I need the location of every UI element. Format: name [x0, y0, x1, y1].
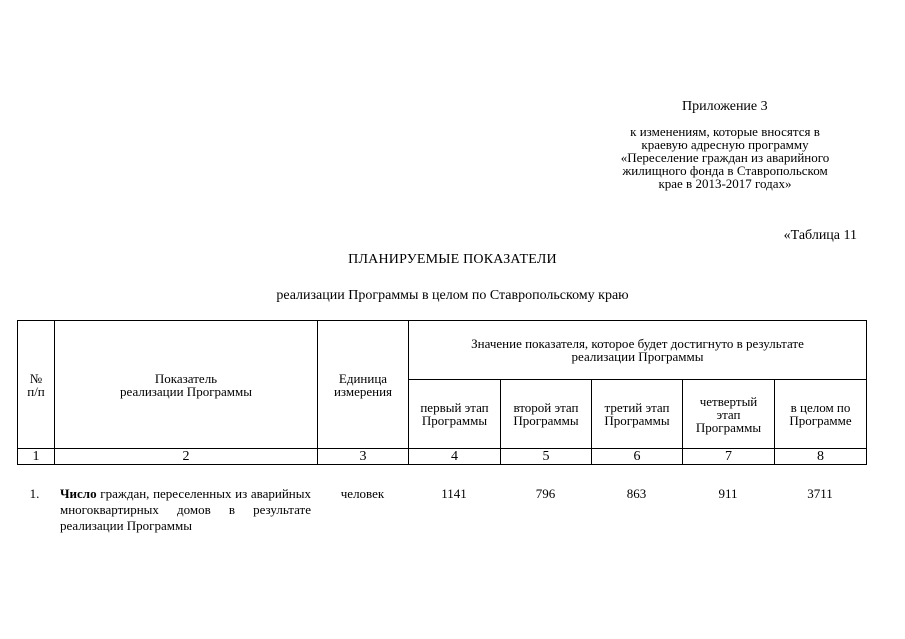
header-cell-stage-2: второй этап Программы	[501, 380, 592, 449]
appendix-note-line: краевую адресную программу	[641, 137, 809, 152]
column-number-cell: 5	[501, 449, 592, 465]
row-value-stage-4: 911	[718, 486, 738, 501]
header-cell-stage-4: четвертый этап Программы	[683, 380, 775, 449]
row-value-total: 3711	[807, 486, 833, 501]
column-number-cell: 8	[775, 449, 867, 465]
header-cell-value-group: Значение показателя, которое будет достигнуто в результате реализации Программы	[409, 321, 867, 380]
column-number-cell: 2	[55, 449, 318, 465]
appendix-note-line: жилищного фонда в Ставропольском	[622, 163, 828, 178]
column-number-cell: 4	[409, 449, 501, 465]
appendix-title: Приложение 3	[682, 99, 768, 114]
table-reference: «Таблица 11	[783, 228, 857, 243]
row-value-stage-2: 796	[535, 486, 556, 501]
header-cell-stage-3: третий этап Программы	[592, 380, 683, 449]
header-cell-unit: Единица измерения	[318, 321, 409, 449]
header-cell-number: № п/п	[18, 321, 55, 449]
row-value-stage-1: 1141	[441, 486, 467, 501]
indicators-table-body	[17, 486, 866, 534]
row-value-stage-3: 863	[626, 486, 647, 501]
column-number-cell: 1	[18, 449, 55, 465]
column-number-cell: 6	[592, 449, 683, 465]
appendix-note-line: крае в 2013-2017 годах»	[658, 176, 792, 191]
row-indicator	[54, 486, 317, 534]
column-number-cell: 7	[683, 449, 775, 465]
appendix-note	[590, 125, 860, 190]
indicators-table-header	[17, 320, 867, 465]
row-indicator-lead: Число	[60, 486, 97, 501]
header-cell-total: в целом по Программе	[775, 380, 867, 449]
column-number-cell: 3	[318, 449, 409, 465]
table-row	[17, 486, 866, 534]
row-indicator-text: граждан, переселенных из аварийных многоквартирных домов в результате реализации Программы	[60, 486, 311, 533]
appendix-note-line: к изменениям, которые вносятся в	[630, 124, 820, 139]
header-cell-indicator: Показатель реализации Программы	[55, 321, 318, 449]
document-title: ПЛАНИРУЕМЫЕ ПОКАЗАТЕЛИ	[348, 252, 557, 267]
appendix-note-line: «Переселение граждан из аварийного	[620, 150, 830, 165]
row-number: 1.	[29, 486, 40, 501]
row-unit: человек	[340, 486, 385, 501]
document-subtitle: реализации Программы в целом по Ставропольскому краю	[276, 288, 629, 303]
header-cell-stage-1: первый этап Программы	[409, 380, 501, 449]
